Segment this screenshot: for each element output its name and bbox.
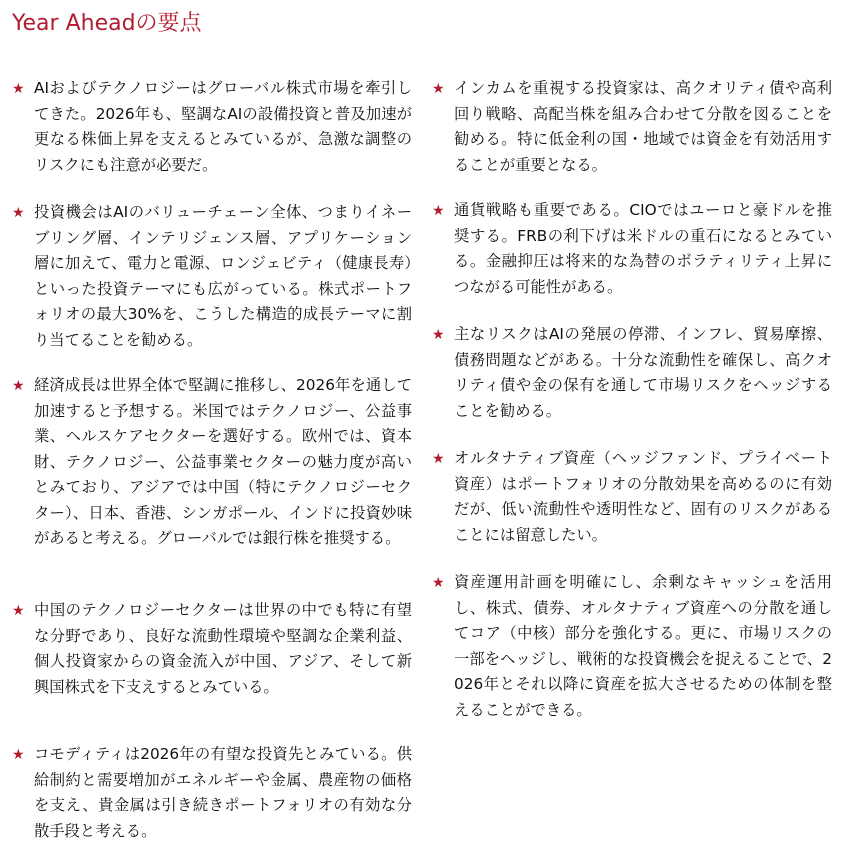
key-point [432,570,832,723]
key-point [12,76,412,178]
star-bullet-icon: ★ [432,575,445,591]
key-point [12,373,412,552]
key-point-text: インカムを重視する投資家は、高クオリティ債や高利回り戦略、高配当株を組み合わせて分散を図ることを勧める。特に低金利の国・地域では資金を有効活用することが重要となる。 [454,79,832,174]
star-bullet-icon: ★ [12,81,25,97]
star-bullet-icon: ★ [12,603,25,619]
key-point-text: 通貨戦略も重要である。CIOではユーロと豪ドルを推奨する。FRBの利下げは米ドルの重石になるとみている。金融抑圧は将来的な為替のボラティリティ上昇につながる可能性がある。 [454,201,832,296]
key-point-text: コモディティは2026年の有望な投資先とみている。供給制約と需要増加がエネルギーや金属、農産物の価格を支え、貴金属は引き続きポートフォリオの有効な分散手段と考える。 [34,745,412,840]
key-point [432,76,832,178]
key-point [432,446,832,548]
star-bullet-icon: ★ [432,451,445,467]
key-point-text: 主なリスクはAIの発展の停滞、インフレ、貿易摩擦、債務問題などがある。十分な流動性を確保し、高クオリティ債や金の保有を通して市場リスクをヘッジすることを勧める。 [454,325,832,420]
key-point [432,322,832,424]
key-point-text: オルタナティブ資産（ヘッジファンド、プライベート資産）はポートフォリオの分散効果を高めるのに有効だが、低い流動性や透明性など、固有のリスクがあることには留意したい。 [454,449,832,544]
key-point [12,598,412,700]
star-bullet-icon: ★ [12,378,25,394]
key-point-text: 経済成長は世界全体で堅調に推移し、2026年を通して加速すると予想する。米国ではテクノロジー、公益事業、ヘルスケアセクターを選好する。欧州では、資本財、テクノロジー、公益事業セクターの魅力度が高いとみており、アジアでは中国（特にテクノロジーセクター）、日本、香港、シンガポール、インドに投資妙味があると考える。グローバルでは銀行株を推奨する。 [34,376,412,547]
key-point-text: 資産運用計画を明確にし、余剰なキャッシュを活用し、株式、債券、オルタナティブ資産への分散を通してコア（中核）部分を強化する。更に、市場リスクの一部をヘッジし、戦術的な投資機会を捉えることで、2026年とそれ以降に資産を拡大させるための体制を整えることができる。 [454,573,832,719]
key-point-text: AIおよびテクノロジーはグローバル株式市場を牽引してきた。2026年も、堅調なAIの設備投資と普及加速が更なる株価上昇を支えるとみているが、急激な調整のリスクにも注意が必要だ。 [34,79,412,174]
page-title: Year Aheadの要点 [12,11,202,36]
key-point [432,198,832,300]
key-point [12,742,412,844]
star-bullet-icon: ★ [432,327,445,343]
key-point-text: 中国のテクノロジーセクターは世界の中でも特に有望な分野であり、良好な流動性環境や堅調な企業利益、個人投資家からの資金流入が中国、アジア、そして新興国株式を下支えするとみている。 [34,601,412,696]
star-bullet-icon: ★ [432,81,445,97]
key-point-text: 投資機会はAIのバリューチェーン全体、つまりイネーブリング層、インテリジェンス層、アプリケーション層に加えて、電力と電源、ロンジェビティ（健康長寿）といった投資テーマにも広がっている。株式ポートフォリオの最大30%を、こうした構造的成長テーマに割り当てることを勧める。 [34,203,412,349]
star-bullet-icon: ★ [12,747,25,763]
star-bullet-icon: ★ [12,205,25,221]
star-bullet-icon: ★ [432,203,445,219]
key-point [12,200,412,353]
